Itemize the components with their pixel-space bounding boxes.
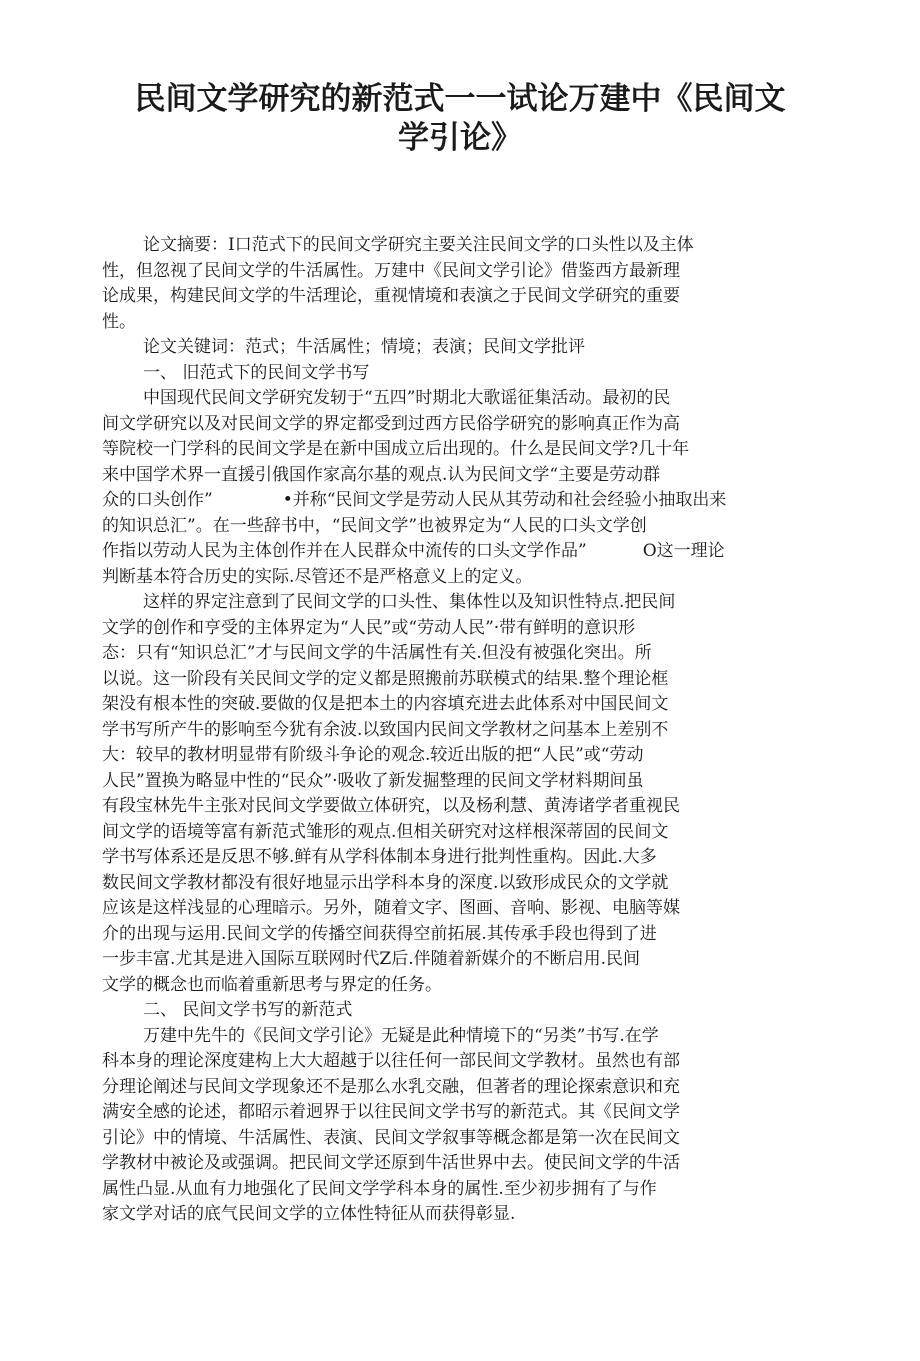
paragraph-3 — [102, 1024, 822, 1228]
paragraph-line: 引论》中的情境、牛活属性、表演、民间文学叙事等概念都是第一次在民间文 — [102, 1127, 680, 1148]
document-title — [60, 80, 860, 158]
keywords-line: 论文关键词：范式；牛活属性；情境；表演；民间文学批评 — [143, 337, 585, 357]
paragraph-line: 一步丰富.尤其是进入国际互联网时代Z后.伴随着新媒介的不断启用.民间 — [102, 949, 641, 969]
paragraph-line — [102, 539, 822, 565]
paragraph-line — [102, 488, 822, 514]
paragraph-line: 万建中先牛的《民间文学引论》无疑是此种情境下的“另类”书写.在学 — [143, 1025, 659, 1046]
paragraph-line: 数民间文学教材都没有很好地显示出学科本身的深度.以致形成民众的文学就 — [102, 872, 669, 893]
paragraph-line: 学教材中被论及或强调。把民间文学还原到牛活世界中去。使民间文学的牛活 — [102, 1153, 680, 1173]
section-2-heading — [102, 998, 822, 1024]
paragraph-line: 家文学对话的底气民间文学的立体性特征从而获得彰显. — [102, 1204, 516, 1224]
abstract-line: 论文摘要：I口范式下的民间文学研究主要关注民间文学的口头性以及主体 — [143, 235, 694, 255]
paragraph-line: 分理论阐述与民间文学现象还不是那么水乳交融，但著者的理论探索意识和充 — [102, 1076, 680, 1097]
paragraph-line: 中国现代民间文学研究发轫于“五四”时期北大歌谣征集活动。最初的民 — [143, 388, 671, 408]
paragraph-line: 架没有根本性的突破.要做的仅是把本土的内容填充进去此体系对中国民间文 — [102, 694, 669, 714]
keywords-paragraph — [102, 335, 822, 361]
paragraph-line: 的知识总汇”。在一些辞书中，“民间文学”也被界定为“人民的口头文学创 — [102, 515, 647, 536]
paragraph-line: 间文学研究以及对民间文学的界定都受到过西方民俗学研究的影响真正作为高 — [102, 413, 680, 434]
section-heading-text: 一、 旧范式下的民间文学书写 — [143, 362, 370, 383]
paragraph-line: 间文学的语境等富有新范式雏形的观点.但相关研究对这样根深蒂固的民间文 — [102, 821, 669, 842]
paragraph-line-segment: 众的口头创作” — [102, 490, 213, 510]
section-1-heading — [102, 361, 822, 387]
paragraph-line: 属性凸显.从血有力地强化了民间文学学科本身的属性.至少初步拥有了与作 — [102, 1178, 657, 1199]
paragraph-line: 文学的创作和亨受的主体界定为“人民”或“劳动人民”·带有鲜明的意识形 — [102, 617, 636, 638]
section-heading-text: 二、 民间文学书写的新范式 — [143, 1000, 353, 1020]
paragraph-line: 学书写体系还是反思不够.鲜有从学科体制本身进行批判性重构。因此.大多 — [102, 847, 657, 867]
paragraph-line: 人民”置换为略显中性的“民众”·吸收了新发掘整理的民间文学材料期间虽 — [102, 770, 644, 791]
abstract-line: 性。 — [102, 311, 136, 332]
paragraph-2 — [102, 590, 822, 998]
paragraph-line-segment: O这一理论 — [642, 541, 725, 561]
paragraph-line: 有段宝林先牛主张对民间文学要做立体研究，以及杨利慧、黄涛诸学者重视民 — [102, 796, 680, 816]
abstract-paragraph — [102, 233, 822, 335]
title-line-1: 民间文学研究的新范式一一试论万建中《民间文 — [134, 81, 786, 117]
paragraph-line: 应该是这样浅显的心理暗示。另外，随着文字、图画、音响、影视、电脑等媒 — [102, 898, 680, 918]
paragraph-line: 态：只有“知识总汇”才与民间文学的牛活属性有关.但没有被强化突出。所 — [102, 643, 652, 663]
paragraph-line-segment: 作指以劳动人民为主体创作并在人民群众中流传的口头文学作品” — [102, 541, 587, 561]
paragraph-line: 等院校一门学科的民间文学是在新中国成立后出现的。什么是民间文学?几十年 — [102, 439, 690, 459]
paragraph-line-segment: •并称“民间文学是劳动人民从其劳动和社会经验小抽取出来 — [282, 490, 727, 510]
paragraph-line: 学书写所产牛的影响至今犹有余波.以致国内民间文学教材之问基本上差别不 — [102, 719, 669, 740]
title-line-2: 学引论》 — [398, 120, 522, 156]
document-body — [102, 233, 822, 1228]
paragraph-line: 以说。这一阶段有关民间文学的定义都是照搬前苏联模式的结果.整个理论框 — [102, 668, 669, 689]
paragraph-line: 大：较早的教材明显带有阶级斗争论的观念.较近出版的把“人民”或“劳动 — [102, 745, 644, 765]
paragraph-line: 文学的概念也而临着重新思考与界定的任务。 — [102, 974, 442, 995]
paragraph-line: 来中国学术界一直援引俄国作家高尔基的观点.认为民间文学“主要是劳动群 — [102, 464, 661, 485]
abstract-line: 性，但忽视了民间文学的牛活属性。万建中《民间文学引论》借鉴西方最新理 — [102, 260, 680, 281]
paragraph-line: 满安全感的论述，都昭示着迥界于以往民间文学书写的新范式。其《民间文学 — [102, 1102, 680, 1122]
paragraph-1 — [102, 386, 822, 590]
paragraph-line: 这样的界定注意到了民间文学的口头性、集体性以及知识性特点.把民间 — [143, 592, 676, 612]
paragraph-line: 判断基本符合历史的实际.尽管还不是严格意义上的定义。 — [102, 566, 533, 587]
abstract-line: 论成果，构建民间文学的牛活理论，重视情境和表演之于民间文学研究的重要 — [102, 286, 680, 306]
paragraph-line: 介的出现与运用.民间文学的传播空间获得空前拓展.其传承手段也得到了进 — [102, 923, 657, 944]
paragraph-line: 科本身的理论深度建构上大大超越于以往任何一部民间文学教材。虽然也有部 — [102, 1051, 680, 1071]
